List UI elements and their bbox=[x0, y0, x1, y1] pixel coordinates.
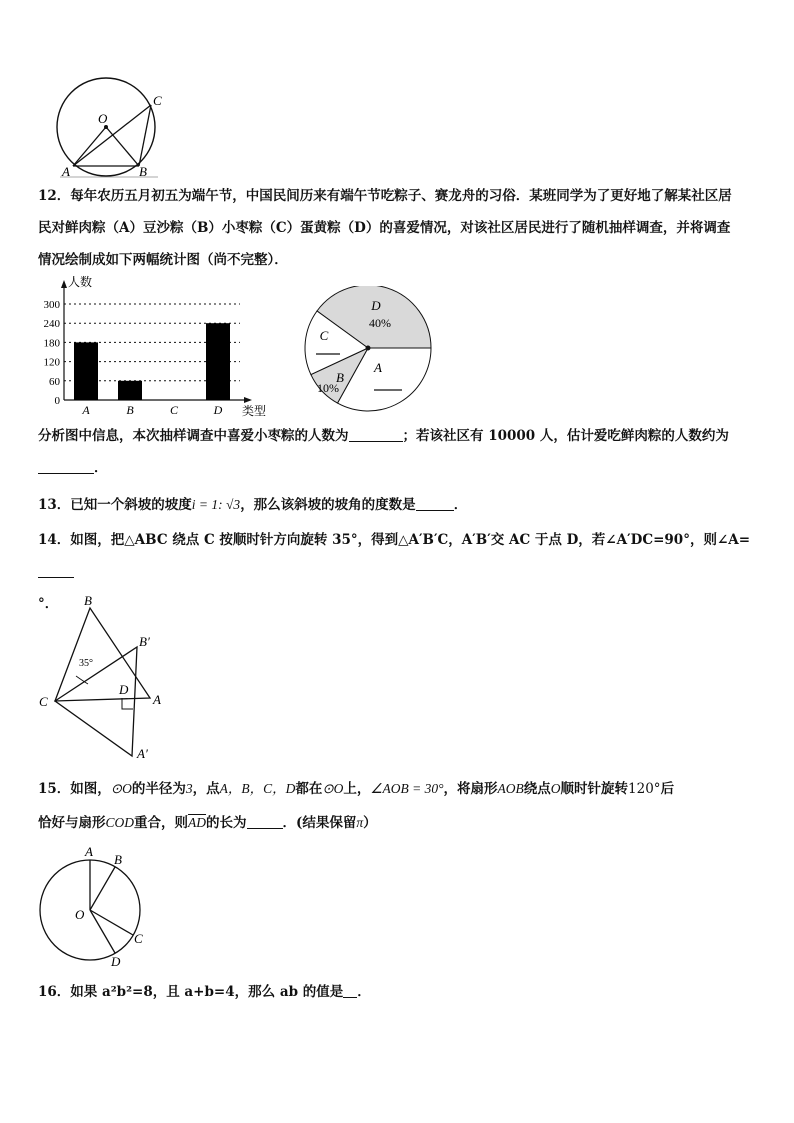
figure-q11 bbox=[50, 72, 170, 182]
bar-ytick-label: 180 bbox=[43, 337, 60, 350]
pie-label-A: A bbox=[374, 360, 382, 375]
bar-ytick-label: 0 bbox=[54, 395, 60, 407]
q15-t1f: ，将扇形 bbox=[443, 781, 498, 797]
q15-t2e: ） bbox=[363, 815, 377, 831]
fig14-label-B-prime: B′ bbox=[139, 634, 150, 649]
q15-line2 bbox=[38, 807, 760, 839]
q12-after-line1 bbox=[38, 420, 760, 452]
pie-center-dot bbox=[366, 346, 371, 351]
bar-category-label: C bbox=[169, 403, 179, 417]
q13-text2: ，那么该斜坡的坡角的度数是 bbox=[240, 497, 416, 513]
bar-ytick-label: 240 bbox=[43, 318, 60, 331]
question-15 bbox=[38, 773, 760, 839]
fig14-label-D: D bbox=[119, 682, 129, 697]
bar-ytick-label: 300 bbox=[43, 299, 60, 311]
q13-formula: i = 1: √3 bbox=[191, 497, 241, 512]
bar-ytick-label: 60 bbox=[49, 375, 60, 388]
question-13 bbox=[38, 489, 760, 521]
fig11-line-AC bbox=[73, 105, 151, 166]
q15-line1 bbox=[38, 773, 760, 805]
q15-t1a: 如图， bbox=[70, 781, 111, 797]
fig14-label-35: 35° bbox=[79, 658, 93, 669]
q13-text1: 已知一个斜坡的坡度 bbox=[70, 497, 192, 513]
bar-B bbox=[118, 381, 142, 400]
q15-t2b: 重合，则 bbox=[134, 815, 189, 831]
q14-blank[interactable] bbox=[38, 563, 74, 578]
q15-t1d: 都在 bbox=[295, 781, 323, 797]
q14-line2: °． bbox=[38, 596, 59, 612]
figure-q14 bbox=[35, 588, 170, 763]
q15-arc: $\overline{AD}$ bbox=[188, 815, 207, 830]
q15-t2d: ．(结果保留 bbox=[282, 815, 357, 831]
fig14-label-C: C bbox=[39, 694, 48, 709]
q12-after1: 分析图中信息，本次抽样调查中喜爱小枣粽的人数为 bbox=[38, 428, 349, 444]
bar-y-arrow bbox=[61, 280, 67, 288]
bar-A bbox=[74, 342, 98, 400]
fig14-triangle-A'B'C bbox=[55, 647, 137, 756]
fig15-line-OC bbox=[90, 910, 133, 935]
q15-t1h: 顺时针旋转 bbox=[560, 781, 629, 797]
q12-line1 bbox=[38, 180, 760, 212]
q15-pi: π bbox=[356, 815, 364, 830]
q16-text2: ． bbox=[357, 984, 371, 1000]
q15-t1i: 后 bbox=[660, 781, 675, 797]
q13-blank[interactable] bbox=[416, 496, 454, 511]
fig11-label-O: O bbox=[98, 111, 108, 126]
q12-line2: 民对鲜肉粽（A）豆沙粽（B）小枣粽（C）蛋黄粽（D）的喜爱情况，对该社区居民进行了随机抽样调查，并将调查 bbox=[38, 220, 731, 236]
pie-percent-B: 10% bbox=[317, 381, 339, 395]
pie-chart bbox=[298, 286, 443, 416]
q12-after-line2 bbox=[38, 452, 760, 484]
q15-t2c: 的长为 bbox=[206, 815, 247, 831]
fig15-label-D: D bbox=[111, 954, 121, 969]
fig15-line-OD bbox=[90, 910, 115, 953]
bar-category-label: A bbox=[82, 403, 90, 417]
q15-circle-2: ⊙O bbox=[322, 781, 344, 796]
q15-blank[interactable] bbox=[247, 814, 283, 829]
q15-points: A，B，C，D bbox=[219, 781, 296, 796]
question-16 bbox=[38, 976, 760, 1008]
fig14-label-A-prime: A′ bbox=[137, 746, 148, 761]
q15-t1e: 上， bbox=[343, 781, 371, 797]
q15-number: 15． bbox=[38, 781, 71, 797]
q15-circle: ⊙O bbox=[110, 781, 132, 796]
q15-t1c: ，点 bbox=[192, 781, 220, 797]
fig15-label-B: B bbox=[114, 852, 122, 867]
q14-text1: 如图，把△ABC 绕点 C 按顺时针方向旋转 35°，得到△A′B′C，A′B′交 AC 于点 D，若∠A′DC=90°，则∠A= bbox=[70, 532, 751, 548]
bar-category-label: B bbox=[126, 403, 134, 417]
fig11-line-OB bbox=[106, 127, 139, 166]
fig14-right-angle bbox=[122, 698, 133, 709]
q16-number: 16． bbox=[38, 984, 71, 1000]
q16-blank[interactable] bbox=[343, 983, 357, 998]
fig11-label-A: A bbox=[62, 164, 70, 179]
pie-label-C: C bbox=[319, 328, 329, 343]
q15-angle: ∠AOB = 30° bbox=[370, 781, 444, 796]
fig15-label-A: A bbox=[85, 844, 93, 859]
q14-number: 14． bbox=[38, 532, 71, 548]
q12-after3: ． bbox=[94, 460, 108, 476]
q13-number: 13． bbox=[38, 497, 71, 513]
q16-text1: 如果 a²b²=8，且 a+b=4，那么 ab 的值是 bbox=[70, 984, 344, 1000]
bar-chart bbox=[28, 270, 278, 420]
q12-after bbox=[38, 420, 760, 484]
bar-x-arrow bbox=[244, 397, 252, 403]
q15-sector1: AOB bbox=[497, 781, 524, 796]
q12-blank1[interactable] bbox=[349, 427, 403, 442]
q12-line3: 情况绘制成如下两幅统计图（尚不完整）． bbox=[38, 252, 288, 268]
q12-after2: ；若该社区有 10000 人，估计爱吃鲜肉粽的人数约为 bbox=[402, 428, 729, 444]
q15-t1b: 的半径为 bbox=[131, 781, 186, 797]
fig14-label-A: A bbox=[153, 692, 161, 707]
bar-y-label: 人数 bbox=[68, 275, 93, 289]
q12-number: 12． bbox=[38, 188, 71, 204]
q15-rot: 120° bbox=[628, 781, 661, 797]
q12-text1: 每年农历五月初五为端午节，中国民间历来有端午节吃粽子、赛龙舟的习俗．某班同学为了更好地了解某社区居 bbox=[70, 188, 732, 204]
q15-t2a: 恰好与扇形 bbox=[38, 815, 106, 831]
fig15-line-OB bbox=[90, 867, 115, 910]
q15-radius: 3 bbox=[185, 781, 193, 796]
pie-label-D: D bbox=[371, 298, 381, 313]
q15-center: O bbox=[550, 781, 561, 796]
q12-blank2[interactable] bbox=[38, 459, 94, 474]
pie-percent-D: 40% bbox=[369, 316, 391, 330]
q13-text3: ． bbox=[453, 497, 468, 513]
q14-line1 bbox=[38, 524, 760, 588]
figure-q15 bbox=[30, 843, 160, 971]
fig11-line-OA bbox=[73, 127, 106, 166]
fig15-label-O: O bbox=[75, 907, 85, 922]
bar-category-label: D bbox=[213, 403, 223, 417]
q15-t1g: 绕点 bbox=[523, 781, 551, 797]
q15-sector2: COD bbox=[105, 815, 135, 830]
bar-ytick-label: 120 bbox=[43, 356, 60, 369]
bar-x-label: 类型 bbox=[242, 404, 267, 418]
fig11-label-B: B bbox=[139, 164, 147, 179]
fig11-label-C: C bbox=[153, 93, 162, 108]
bar-D bbox=[206, 323, 230, 400]
fig15-label-C: C bbox=[134, 931, 143, 946]
pie-label-B: B bbox=[336, 370, 344, 385]
fig14-label-B: B bbox=[84, 593, 92, 608]
question-12 bbox=[38, 180, 760, 276]
